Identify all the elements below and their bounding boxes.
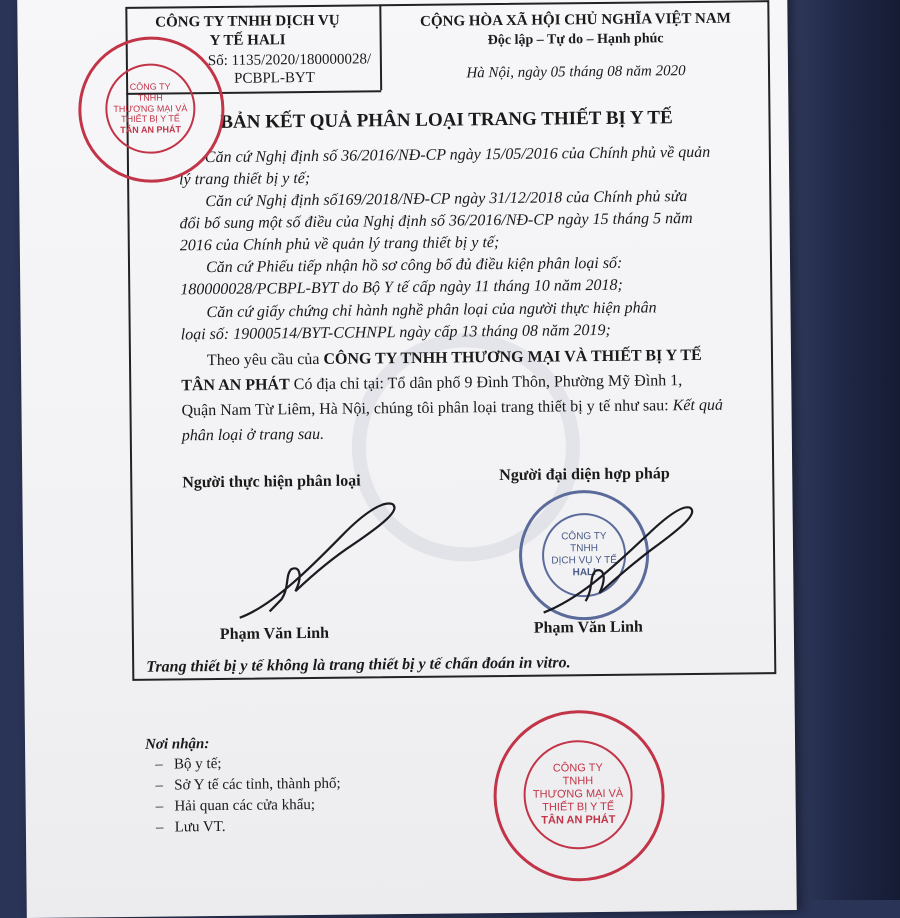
stamp-bottom-line4: THIẾT BỊ Y TẾ xyxy=(542,800,615,814)
recipient-item-text: Lưu VT. xyxy=(174,818,226,836)
stamp-top-line2: TNHH xyxy=(137,92,163,103)
stamp-top-line5: TÂN AN PHÁT xyxy=(120,124,181,136)
recipient-item: – Sở Y tế các tỉnh, thành phố; xyxy=(155,775,341,794)
recipients-list xyxy=(155,753,341,839)
place-date: Hà Nội, ngày 05 tháng 08 năm 2020 xyxy=(466,63,686,82)
stamp-hali-line3: DỊCH VỤ Y TẾ xyxy=(551,554,617,567)
basis-4-line2: loại số: 19000514/BYT-CCHNPL ngày cấp 13 tháng 08 năm 2019; xyxy=(180,321,611,344)
client-address-1: Có địa chỉ tại: Tổ dân phố 9 Đình Thôn, Phường Mỹ Đình 1, xyxy=(289,372,683,394)
stamp-hali-line1: CÔNG TY xyxy=(561,530,607,543)
signer-right-title: Người đại diện hợp pháp xyxy=(499,465,670,485)
basis-4-line1: Căn cứ giấy chứng chỉ hành nghề phân loại của người thực hiện phân xyxy=(206,299,657,322)
client-company-name: CÔNG TY TNHH THƯƠNG MẠI VÀ THIẾT BỊ Y TẾ xyxy=(323,346,702,368)
recipient-item-text: Sở Y tế các tỉnh, thành phố; xyxy=(174,775,341,794)
stamp-bottom-line5: TÂN AN PHÁT xyxy=(541,814,616,827)
basis-3-line1: Căn cứ Phiếu tiếp nhận hồ sơ công bố đủ điều kiện phân loại số: xyxy=(205,254,623,277)
document-number-line1: Số: 1135/2020/180000028/ xyxy=(207,51,372,70)
basis-3-line2: 180000028/PCBPL-BYT do Bộ Y tế cấp ngày 11 tháng 10 năm 2018; xyxy=(180,276,623,299)
result-note-end: phân loại ở trang sau. xyxy=(181,425,325,445)
national-motto: Độc lập – Tự do – Hạnh phúc xyxy=(487,31,664,49)
company-name-line1: CÔNG TY TNHH DỊCH VỤ xyxy=(155,12,340,31)
recipient-item-text: Bộ y tế; xyxy=(173,755,222,773)
basis-2-line2: đổi bổ sung một số điều của Nghị định số 36/2016/NĐ-CP ngày 15 tháng 5 năm xyxy=(179,209,693,233)
document-number-line2: PCBPL-BYT xyxy=(233,69,316,87)
recipient-item-text: Hải quan các cửa khẩu; xyxy=(174,796,316,815)
stamp-top-line1: CÔNG TY xyxy=(129,81,171,92)
stamp-bottom-line2: TNHH xyxy=(562,774,594,788)
company-name-line2: Y TẾ HALI xyxy=(209,32,286,50)
stamp-tan-an-phat-bottom xyxy=(493,709,666,882)
basis-1-line2: lý trang thiết bị y tế; xyxy=(179,169,311,189)
signature-left xyxy=(232,494,403,626)
signature-right xyxy=(532,496,703,623)
document-page xyxy=(17,0,797,918)
stamp-top-line3: THƯƠNG MẠI VÀ xyxy=(113,102,188,114)
signer-right-name: Phạm Văn Linh xyxy=(533,618,643,637)
request-prefix: Theo yêu cầu của xyxy=(206,350,324,370)
recipients-label: Nơi nhận: xyxy=(144,736,210,753)
stamp-bottom-line1: CÔNG TY xyxy=(552,761,603,775)
result-note-start: Kết quả xyxy=(672,396,723,415)
in-vitro-note: Trang thiết bị y tế không là trang thiết bị y tế chẩn đoán in vitro. xyxy=(146,654,571,676)
stamp-bottom-line3: THƯƠNG MẠI VÀ xyxy=(532,787,624,801)
document-title: BẢN KẾT QUẢ PHÂN LOẠI TRANG THIẾT BỊ Y TẾ xyxy=(220,107,673,133)
recipient-item: – Hải quan các cửa khẩu; xyxy=(155,796,316,815)
client-address-2: Quận Nam Từ Liêm, Hà Nội, chúng tôi phân loại trang thiết bị y tế như sau: xyxy=(181,397,673,420)
stamp-tan-an-phat-top xyxy=(78,36,226,184)
signer-left-name: Phạm Văn Linh xyxy=(219,624,330,643)
basis-1-line1: Căn cứ Nghị định số 36/2016/NĐ-CP ngày 15/05/2016 của Chính phủ về quản xyxy=(204,143,711,167)
basis-2-line1: Căn cứ Nghị định số169/2018/NĐ-CP ngày 31/12/2018 của Chính phủ sửa xyxy=(205,188,688,211)
recipient-item: – Lưu VT. xyxy=(155,818,226,836)
signer-left-title: Người thực hiện phân loại xyxy=(182,472,361,492)
recipient-item: – Bộ y tế; xyxy=(155,755,222,773)
stamp-hali-line2: TNHH xyxy=(570,543,598,555)
stamp-top-line4: THIẾT BỊ Y TẾ xyxy=(120,113,180,125)
nation-name: CỘNG HÒA XÃ HỘI CHỦ NGHĨA VIỆT NAM xyxy=(420,10,731,30)
stamp-hali-line4: HALI xyxy=(572,567,596,579)
basis-2-line3: 2016 của Chính phủ về quản lý trang thiết bị y tế; xyxy=(179,234,500,255)
client-company-name-end: TÂN AN PHÁT xyxy=(181,376,290,395)
